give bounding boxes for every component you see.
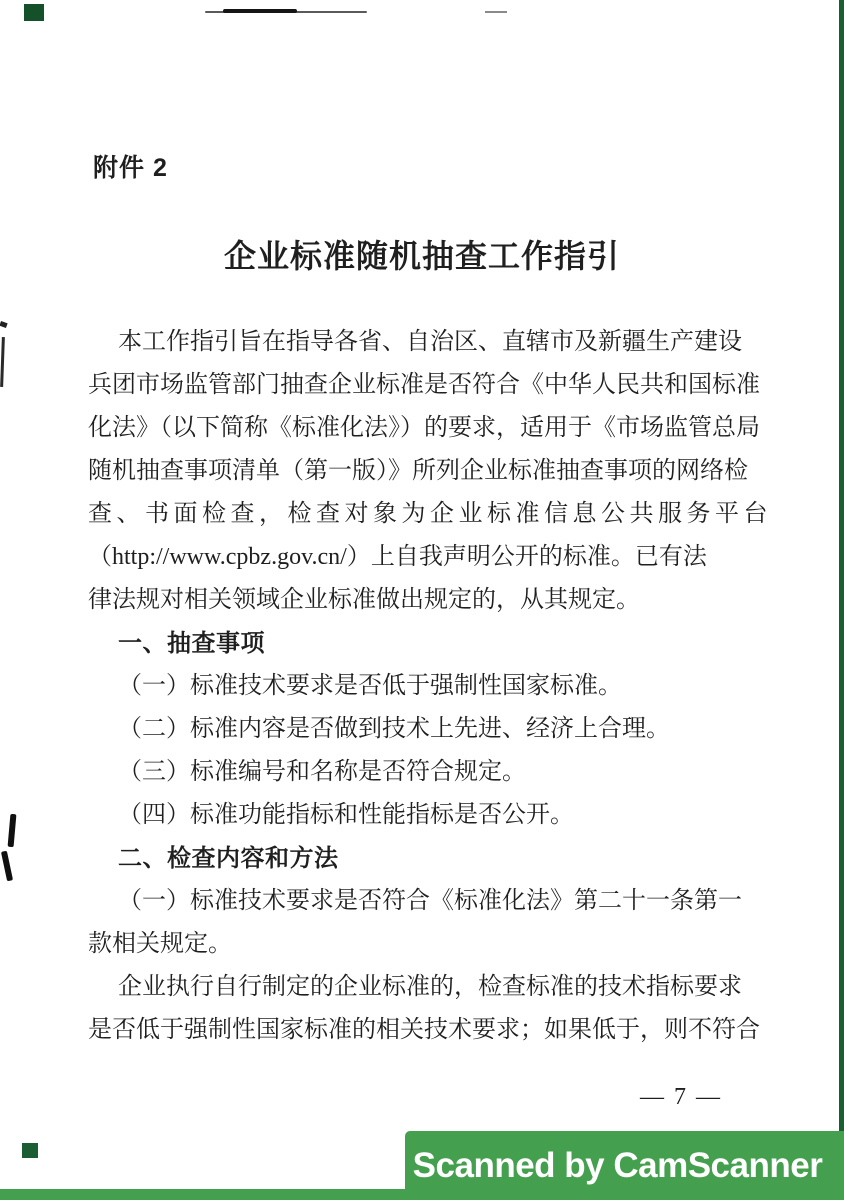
body-line: 随机抽查事项清单（第一版）》所列企业标准抽查事项的网络检 xyxy=(88,458,748,484)
document-body xyxy=(88,321,770,1052)
scan-ink-stroke-2 xyxy=(1,851,13,882)
body-line: （一）标准技术要求是否符合《标准化法》第二十一条第一 xyxy=(118,888,742,914)
scan-corner-mark-top-left xyxy=(24,4,44,21)
body-line: 款相关规定。 xyxy=(88,931,232,957)
scan-ink-tick xyxy=(0,321,8,328)
body-line: 企业执行自行制定的企业标准的，检查标准的技术指标要求 xyxy=(118,974,742,1000)
scan-ink-hairline xyxy=(0,337,5,387)
document-title: 企业标准随机抽查工作指引 xyxy=(223,238,620,274)
scanner-watermark-bar xyxy=(405,1131,844,1200)
scan-smudge-core xyxy=(223,9,297,13)
body-line: 律法规对相关领域企业标准做出规定的，从其规定。 xyxy=(88,587,640,613)
scan-corner-mark-bottom-left xyxy=(22,1143,38,1158)
list-item-line: （四）标准功能指标和性能指标是否公开。 xyxy=(118,802,574,828)
section-heading-2: 二、检查内容和方法 xyxy=(118,845,339,872)
body-line: 查、书面检查，检查对象为企业标准信息公共服务平台 xyxy=(88,501,772,527)
body-line: 化法》（以下简称《标准化法》）的要求，适用于《市场监管总局 xyxy=(88,415,760,441)
scanner-watermark-text: Scanned by CamScanner xyxy=(412,1145,823,1185)
scan-smudge-dash xyxy=(485,11,507,13)
page-number: — 7 — xyxy=(640,1084,722,1110)
list-item-line: （二）标准内容是否做到技术上先进、经济上合理。 xyxy=(118,716,670,742)
body-line: 是否低于强制性国家标准的相关技术要求；如果低于，则不符合 xyxy=(88,1017,760,1043)
body-line: （http://www.cpbz.gov.cn/）上自我声明公开的标准。已有法 xyxy=(88,544,707,570)
scan-ink-stroke-1 xyxy=(8,814,17,847)
body-line: 本工作指引旨在指导各省、自治区、直辖市及新疆生产建设 xyxy=(118,329,742,355)
list-item-line: （三）标准编号和名称是否符合规定。 xyxy=(118,759,526,785)
scan-edge-strip-right xyxy=(839,0,844,1200)
list-item-line: （一）标准技术要求是否低于强制性国家标准。 xyxy=(118,673,622,699)
section-heading-1: 一、抽查事项 xyxy=(118,630,265,657)
body-line: 兵团市场监管部门抽查企业标准是否符合《中华人民共和国标准 xyxy=(88,372,760,398)
attachment-label: 附件 2 xyxy=(93,154,168,182)
